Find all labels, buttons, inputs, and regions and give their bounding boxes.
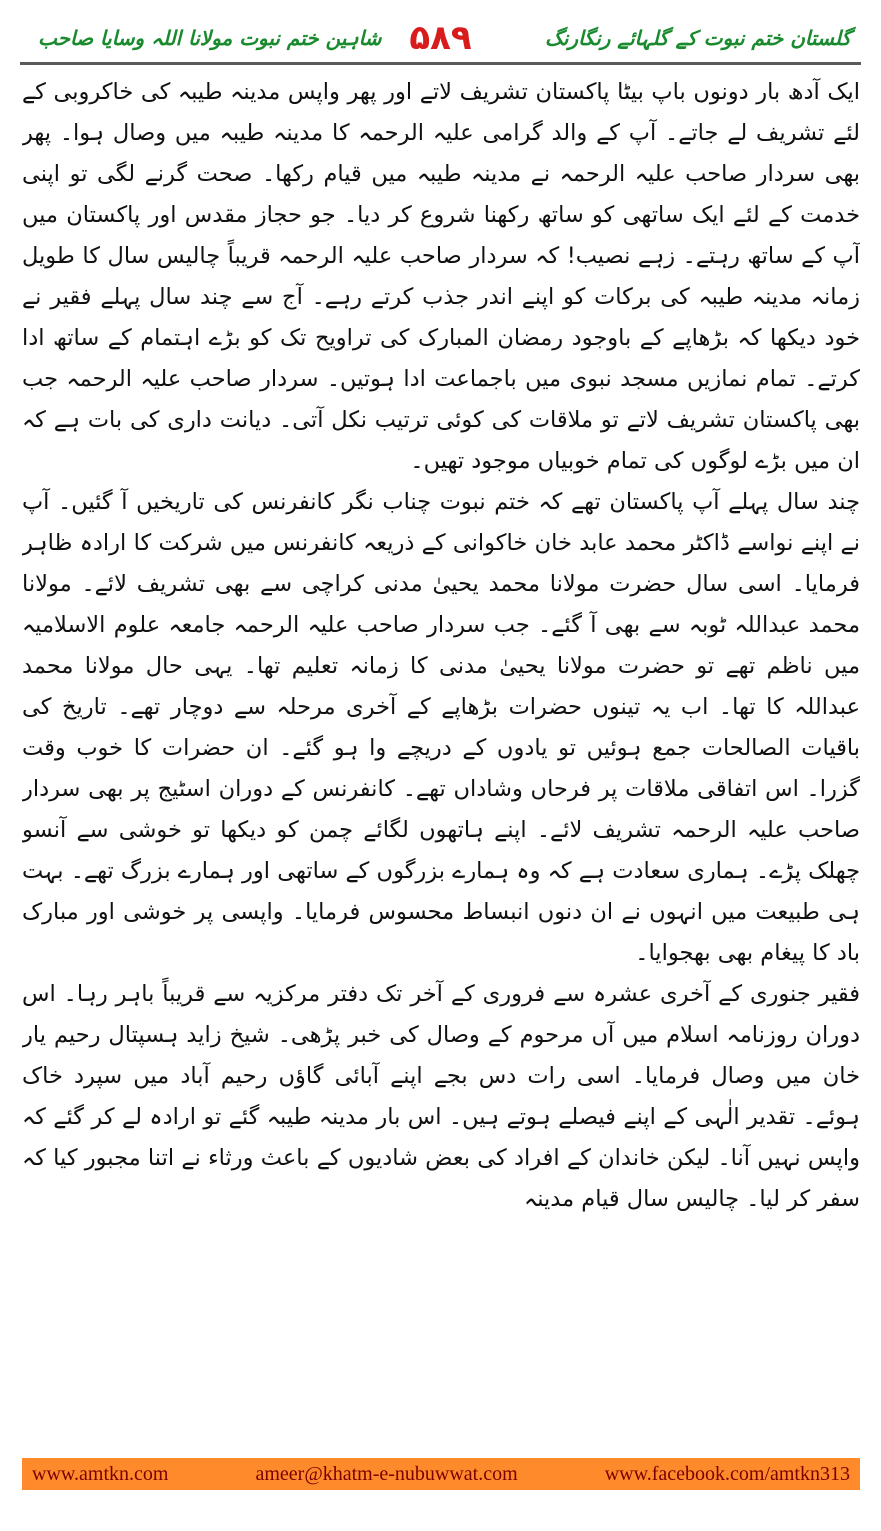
paragraph-2: چند سال پہلے آپ پاکستان تھے کہ ختم نبوت چناب نگر کانفرنس کی تاریخیں آ گئیں۔ آپ نے اپنے نواسے ڈاکٹر محمد عابد خان خاکوانی کے ذریعہ کانفرنس میں شرکت کا ارادہ ظاہر فرمایا۔ اسی سال حضرت مولانا محمد یحییٰ مدنی کراچی سے بھی تشریف لائے۔ مولانا محمد عبداللہ ٹوبہ سے بھی آ گئے۔ جب سردار صاحب علیہ الرحمہ جامعہ علوم الاسلامیہ میں ناظم تھے تو حضرت مولانا یحییٰ مدنی کا زمانہ تعلیم تھا۔ یہی حال مولانا محمد عبداللہ کا تھا۔ اب یہ تینوں حضرات بڑھاپے کے آخری مرحلہ سے دوچار تھے۔ تاریخ کی باقیات الصالحات جمع ہوئیں تو یادوں کے دریچے وا ہو گئے۔ ان حضرات کا خوب وقت گزرا۔ اس اتفاقی ملاقات پر فرحاں وشاداں تھے۔ کانفرنس کے دوران اسٹیج پر بھی سردار صاحب علیہ الرحمہ تشریف لائے۔ اپنے ہاتھوں لگائے چمن کو دیکھا تو خوشی سے آنسو چھلک پڑے۔ ہماری سعادت ہے کہ وہ ہمارے بزرگوں کے ساتھی اور ہمارے بزرگ تھے۔ بہت ہی طبیعت میں انہوں نے ان دنوں انبساط محسوس فرمایا۔ واپسی پر خوشی اور مبارک باد کا پیغام بھی بھجوایا۔	[22, 489, 860, 966]
website-link[interactable]: www.amtkn.com	[32, 1462, 169, 1485]
page-footer	[22, 1458, 860, 1490]
page-number: ۵۸۹	[409, 18, 472, 58]
paragraph-3: فقیر جنوری کے آخری عشرہ سے فروری کے آخر تک دفتر مرکزیہ سے قریباً باہر رہا۔ اس دوران روزنامہ اسلام میں آں مرحوم کے وصال کی خبر پڑھی۔ شیخ زاید ہسپتال رحیم یار خان میں وصال فرمایا۔ اسی رات دس بجے اپنے آبائی گاؤں رحیم آباد میں سپرد خاک ہوئے۔ تقدیر الٰہی کے اپنے فیصلے ہوتے ہیں۔ اس بار مدینہ طیبہ گئے تو ارادہ لے کر گئے کہ واپس نہیں آنا۔ لیکن خاندان کے افراد کی بعض شادیوں کے باعث ورثاء نے اتنا مجبور کیا کہ سفر کر لیا۔ چالیس سال قیام مدینہ	[22, 981, 860, 1212]
email-link[interactable]: ameer@khatm-e-nubuwwat.com	[255, 1462, 518, 1485]
book-title: گلستان ختم نبوت کے گلہائے رنگارنگ	[544, 26, 851, 50]
page-body	[22, 72, 860, 1452]
paragraph-1: ایک آدھ بار دونوں باپ بیٹا پاکستان تشریف لاتے اور پھر واپس مدینہ طیبہ کی خاکروبی کے لئے تشریف لے جاتے۔ آپ کے والد گرامی علیہ الرحمہ کا مدینہ طیبہ میں وصال ہوا۔ پھر بھی سردار صاحب علیہ الرحمہ نے مدینہ طیبہ میں قیام رکھا۔ صحت گرنے لگی تو اپنی خدمت کے لئے ایک ساتھی کو ساتھ رکھنا شروع کر دیا۔ جو حجاز مقدس اور پاکستان میں آپ کے ساتھ رہتے۔ زہے نصیب! کہ سردار صاحب علیہ الرحمہ قریباً چالیس سال کا طویل زمانہ مدینہ طیبہ کی برکات کو اپنے اندر جذب کرتے رہے۔ آج سے چند سال پہلے فقیر نے خود دیکھا کہ بڑھاپے کے باوجود رمضان المبارک کی تراویح تک کو بڑے اہتمام کے ساتھ ادا کرتے۔ تمام نمازیں مسجد نبوی میں باجماعت ادا ہوتیں۔ سردار صاحب علیہ الرحمہ جب بھی پاکستان تشریف لاتے تو ملاقات کی کوئی ترتیب نکل آتی۔ دیانت داری کی بات ہے کہ ان میں بڑے لوگوں کی تمام خوبیاں موجود تھیں۔	[22, 79, 860, 474]
facebook-link[interactable]: www.facebook.com/amtkn313	[604, 1462, 850, 1485]
page-header	[20, 18, 861, 62]
header-divider	[20, 62, 861, 65]
author-title: شاہین ختم نبوت مولانا اللہ وسایا صاحب	[38, 26, 382, 50]
